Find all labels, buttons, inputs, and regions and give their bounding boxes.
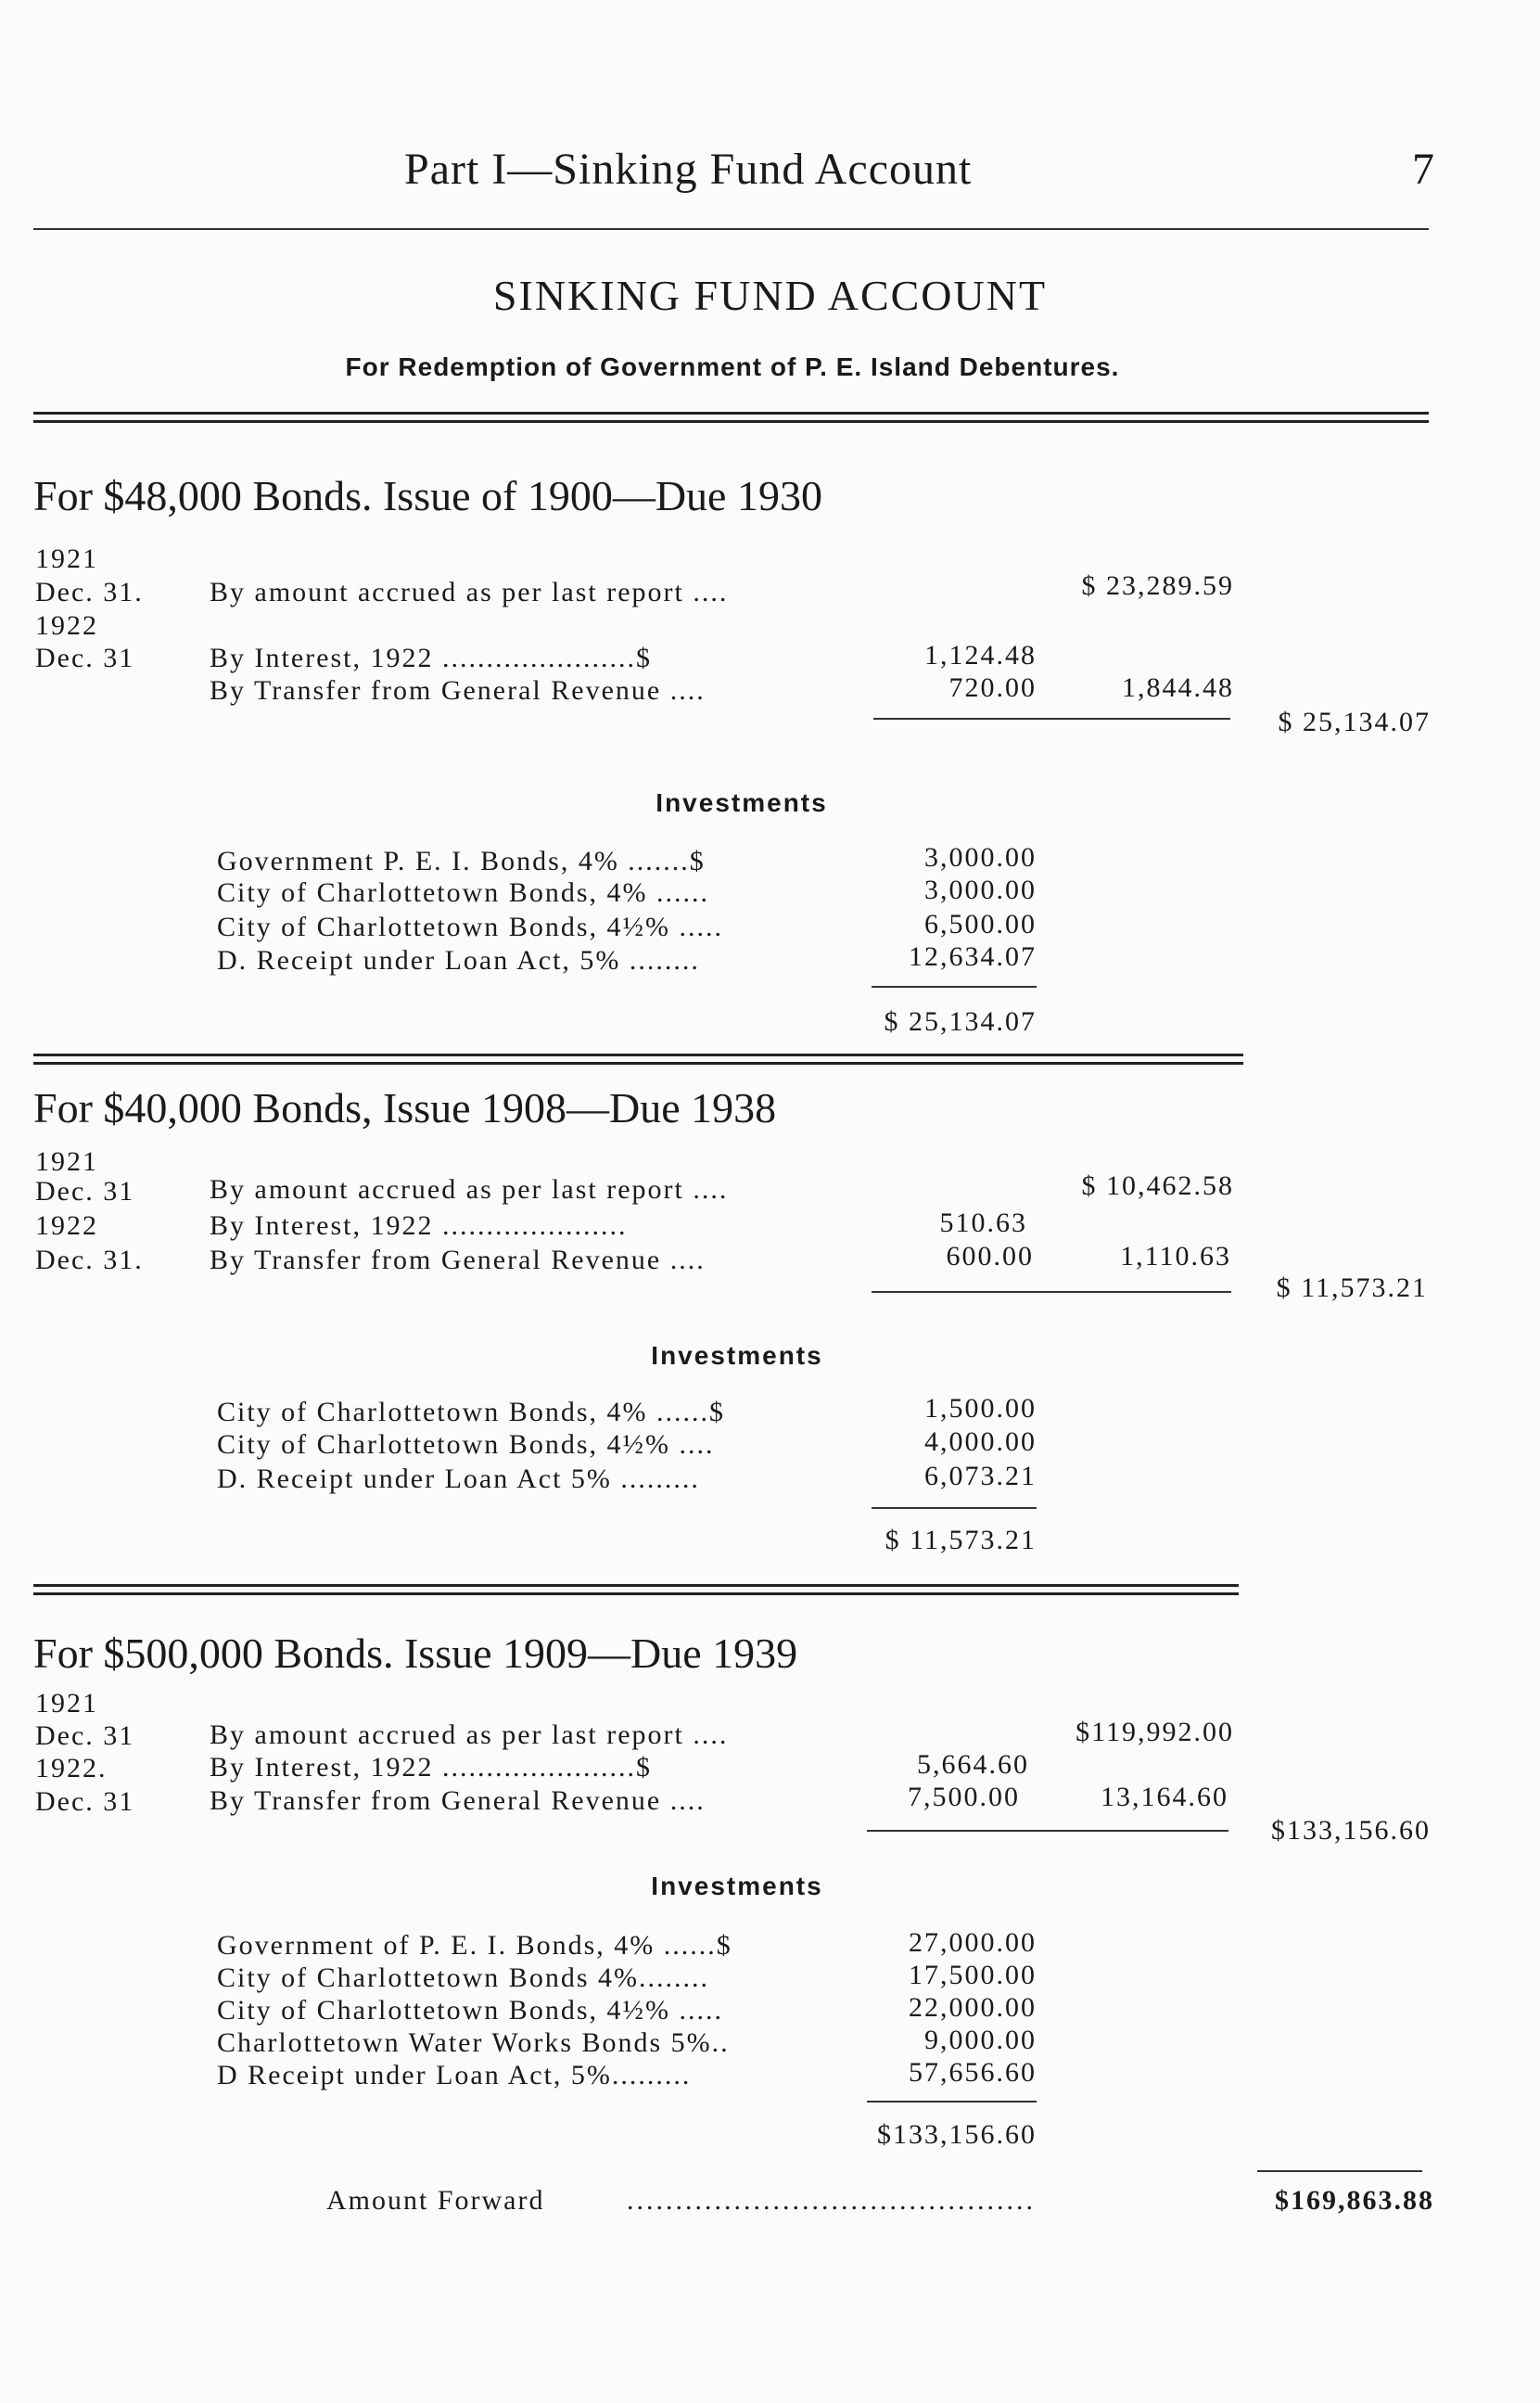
entry-date: 1921 bbox=[35, 1688, 98, 1719]
running-header: Part I—Sinking Fund Account bbox=[404, 145, 973, 194]
double-rule bbox=[33, 1584, 1239, 1595]
entry-date: Dec. 31 bbox=[35, 1786, 135, 1817]
investments-total: $ 25,134.07 bbox=[884, 1006, 1037, 1037]
investment-amount: 17,500.00 bbox=[909, 1960, 1037, 1990]
investment-description: Government of P. E. I. Bonds, 4% ......$ bbox=[217, 1930, 732, 1961]
double-rule bbox=[33, 412, 1429, 423]
entry-description: By amount accrued as per last report .... bbox=[210, 577, 729, 607]
investments-heading: Investments bbox=[651, 1341, 823, 1370]
investment-amount: 4,000.00 bbox=[924, 1426, 1037, 1457]
entry-description: By Transfer from General Revenue .... bbox=[210, 675, 706, 706]
entry-amount: $ 23,289.59 bbox=[1081, 570, 1234, 601]
investment-description: D. Receipt under Loan Act, 5% ........ bbox=[217, 945, 700, 976]
amount-forward-label: Amount Forward bbox=[326, 2185, 545, 2216]
sum-rule bbox=[872, 1291, 1231, 1293]
entry-description: By amount accrued as per last report .... bbox=[210, 1174, 729, 1205]
entry-amount: 5,664.60 bbox=[917, 1749, 1029, 1780]
investments-total: $133,156.60 bbox=[877, 2119, 1037, 2150]
investment-amount: 22,000.00 bbox=[909, 1992, 1037, 2023]
investments-total: $ 11,573.21 bbox=[885, 1525, 1037, 1555]
header-rule bbox=[33, 228, 1429, 230]
entry-date: 1922 bbox=[35, 610, 98, 641]
investment-amount: 1,500.00 bbox=[924, 1393, 1037, 1424]
investment-amount: 57,656.60 bbox=[909, 2057, 1037, 2088]
investment-amount: 9,000.00 bbox=[924, 2025, 1037, 2055]
investment-description: Charlottetown Water Works Bonds 5%.. bbox=[217, 2027, 730, 2058]
investment-description: City of Charlottetown Bonds, 4½% ..... bbox=[217, 912, 723, 942]
entry-date: Dec. 31. bbox=[35, 577, 144, 607]
entry-amount: 1,110.63 bbox=[1120, 1241, 1231, 1272]
entry-date: Dec. 31 bbox=[35, 643, 135, 673]
sum-rule bbox=[873, 718, 1230, 720]
section-heading: For $500,000 Bonds. Issue 1909—Due 1939 bbox=[33, 1630, 798, 1677]
dot-leader: .......................................... bbox=[627, 2185, 1036, 2216]
investment-amount: 6,500.00 bbox=[924, 909, 1037, 939]
page-subtitle: For Redemption of Government of P. E. Island Debentures. bbox=[345, 352, 1120, 381]
investment-amount: 27,000.00 bbox=[909, 1927, 1037, 1958]
entry-description: By Transfer from General Revenue .... bbox=[210, 1245, 706, 1275]
page-number: 7 bbox=[1412, 145, 1434, 194]
entry-description: By amount accrued as per last report .... bbox=[210, 1719, 729, 1750]
entry-date: 1922. bbox=[35, 1753, 108, 1783]
investments-heading: Investments bbox=[655, 788, 828, 817]
sum-rule bbox=[867, 1830, 1228, 1832]
investment-description: D. Receipt under Loan Act 5% ......... bbox=[217, 1464, 700, 1494]
investment-amount: 6,073.21 bbox=[924, 1461, 1037, 1491]
entry-amount: $119,992.00 bbox=[1075, 1717, 1234, 1747]
entry-date: 1922 bbox=[35, 1210, 98, 1241]
entry-date: Dec. 31. bbox=[35, 1245, 144, 1275]
sum-rule bbox=[872, 986, 1037, 988]
double-rule bbox=[33, 1054, 1243, 1065]
investment-description: City of Charlottetown Bonds, 4½% ..... bbox=[217, 1995, 723, 2026]
sum-rule bbox=[867, 2101, 1037, 2103]
entry-description: By Interest, 1922 ......................$ bbox=[210, 643, 652, 673]
entry-date: 1921 bbox=[35, 1146, 98, 1177]
sum-rule bbox=[1257, 2170, 1422, 2172]
investment-description: City of Charlottetown Bonds, 4% ...... bbox=[217, 877, 709, 908]
entry-description: By Transfer from General Revenue .... bbox=[210, 1785, 706, 1816]
section-heading: For $48,000 Bonds. Issue of 1900—Due 1930 bbox=[33, 472, 822, 519]
investment-description: Government P. E. I. Bonds, 4% .......$ bbox=[217, 846, 706, 876]
entry-amount: 13,164.60 bbox=[1101, 1782, 1228, 1812]
investments-heading: Investments bbox=[651, 1872, 823, 1900]
entry-amount: 600.00 bbox=[946, 1241, 1034, 1272]
investment-description: City of Charlottetown Bonds 4%........ bbox=[217, 1962, 709, 1993]
investment-description: City of Charlottetown Bonds, 4% ......$ bbox=[217, 1397, 725, 1427]
entry-amount: 1,844.48 bbox=[1122, 672, 1234, 703]
page-title: SINKING FUND ACCOUNT bbox=[492, 272, 1048, 319]
entry-amount: 1,124.48 bbox=[924, 640, 1037, 671]
entry-description: By Interest, 1922 ..................... bbox=[210, 1210, 628, 1241]
investment-description: D Receipt under Loan Act, 5%......... bbox=[217, 2060, 692, 2090]
entry-amount: 510.63 bbox=[939, 1208, 1027, 1238]
sum-rule bbox=[872, 1507, 1037, 1509]
entry-amount: $ 10,462.58 bbox=[1081, 1170, 1234, 1201]
investment-description: City of Charlottetown Bonds, 4½% .... bbox=[217, 1429, 715, 1460]
section-heading: For $40,000 Bonds, Issue 1908—Due 1938 bbox=[33, 1084, 777, 1131]
investment-amount: 3,000.00 bbox=[924, 842, 1037, 873]
investment-amount: 12,634.07 bbox=[909, 941, 1037, 972]
amount-forward-value: $169,863.88 bbox=[1275, 2185, 1434, 2216]
entry-date: Dec. 31 bbox=[35, 1720, 135, 1751]
entry-date: Dec. 31 bbox=[35, 1176, 135, 1207]
investment-amount: 3,000.00 bbox=[924, 875, 1037, 905]
entry-date: 1921 bbox=[35, 543, 98, 574]
section-total: $133,156.60 bbox=[1271, 1815, 1431, 1846]
section-total: $ 11,573.21 bbox=[1276, 1272, 1428, 1303]
entry-amount: 720.00 bbox=[948, 672, 1037, 703]
entry-description: By Interest, 1922 ......................$ bbox=[210, 1752, 652, 1783]
section-total: $ 25,134.07 bbox=[1278, 707, 1431, 737]
entry-amount: 7,500.00 bbox=[908, 1782, 1020, 1812]
